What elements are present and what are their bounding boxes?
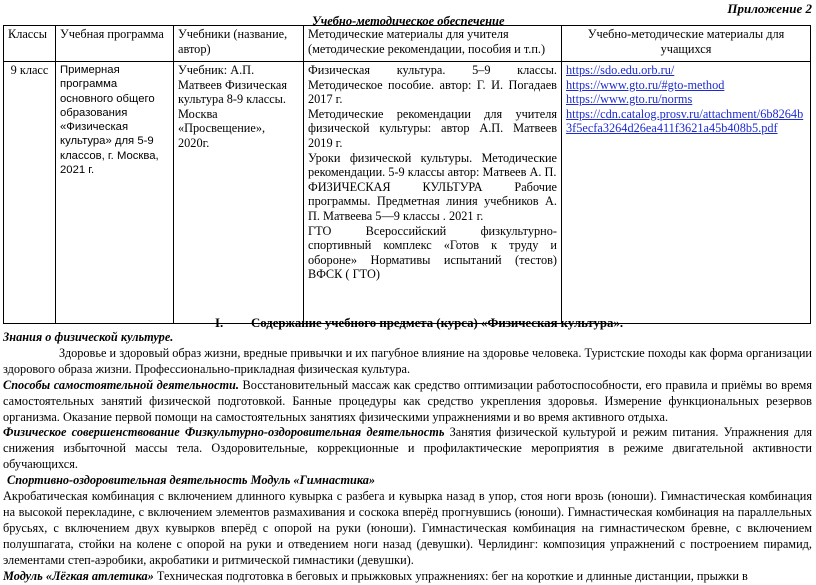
teacher-material-item: Методические рекомендации для учителя физической культуры: автор А.П. Матвеев 2019 г. xyxy=(308,106,557,150)
header-classes: Классы xyxy=(4,26,56,62)
athletics-text: Техническая подготовка в беговых и прыжковых упражнениях: бег на короткие и длинные дистанции, прыжки в xyxy=(153,568,748,583)
improvement-text: Занятия физической культурой и режим питания. Упражнения для снижения избыточной массы тела. Оздоровительные, коррекционные и профилактические мероприятия в режиме двигательной активности обучающихся. xyxy=(3,425,813,472)
header-program: Учебная программа xyxy=(56,26,174,62)
knowledge-heading: Знания о физической культуре. xyxy=(3,330,174,344)
improvement-heading: Физическое совершенствование Физкультурно-оздоровительная деятельность xyxy=(3,425,445,440)
table-header-row xyxy=(4,26,811,62)
resource-link[interactable]: https://www.gto.ru/#gto-method xyxy=(566,77,725,92)
teacher-material-item: Уроки физической культуры. Методические рекомендации. 5-9 классы автор: Матвеев А. П. xyxy=(308,150,557,180)
header-student-materials: Учебно-методические материалы для учащихся xyxy=(562,26,811,62)
athletics-paragraph xyxy=(3,569,812,585)
section-number: I. xyxy=(215,316,224,330)
appendix-label: Приложение 2 xyxy=(727,1,812,16)
content-body xyxy=(3,330,812,585)
resource-link[interactable]: https://www.gto.ru/norms xyxy=(566,92,693,107)
improvement-paragraph xyxy=(3,425,812,473)
resource-link[interactable]: https://sdo.edu.orb.ru/ xyxy=(566,63,675,77)
methods-paragraph xyxy=(3,378,812,426)
athletics-heading: Модуль «Лёгкая атлетика» xyxy=(3,568,154,583)
teacher-material-item: Физическая культура. 5–9 классы. Методическое пособие. автор: Г. И. Погадаев 2017 г. xyxy=(308,63,557,107)
gymnastics-heading: Спортивно-оздоровительная деятельность Модуль «Гимнастика» xyxy=(7,473,376,488)
table-row xyxy=(4,62,811,324)
resource-link[interactable]: https://cdn.catalog.prosv.ru/attachment/6b8264b3f5ecfa3264d26ea411f3621a45b408b5.pdf xyxy=(566,106,804,136)
knowledge-paragraph: Здоровье и здоровый образ жизни, вредные привычки и их пагубное влияние на здоровье человека. Туристские походы как форма организации здорового образа жизни. Профессионально-прикладная физическая культура. xyxy=(3,345,812,376)
cell-textbook: Учебник: А.П. Матвеев Физическая культура 8-9 классы. Москва «Просвещение», 2020г. xyxy=(174,62,304,324)
header-textbooks: Учебники (название, автор) xyxy=(174,26,304,62)
cell-class: 9 класс xyxy=(4,62,56,324)
section-title: Содержание учебного предмета (курса) «Физическая культура». xyxy=(251,316,624,330)
teacher-material-item: ФИЗИЧЕСКАЯ КУЛЬТУРА Рабочие программы. Предметная линия учебников А. П. Матвеева 5—9 классы . 2021 г. xyxy=(308,179,557,223)
header-teacher-materials: Методические материалы для учителя (методические рекомендации, пособия и т.п.) xyxy=(304,26,562,62)
cell-student-materials xyxy=(562,62,811,324)
gymnastics-paragraph: Акробатическая комбинация с включением длинного кувырка с разбега и кувырка назад в упор, стоя ноги врозь (юноши). Гимнастическая комбинация на высокой перекладине, с включением элементов размахивания и соскока вперёд прогнувшись (юноши). Гимнастическая комбинация на параллельных брусьях, с включением двух кувырков вперёд с опорой на руки (юноши). Гимнастическая комбинация на гимнастическом бревне, с включением полушпагата, стойки на колене с опорой на руки и отведением ноги назад (девушки). Черлидинг: композиция упражнений с построением пирамид, элементами степ-аэробики, акробатики и ритмической гимнастики (девушки). xyxy=(3,489,812,567)
methods-text: Восстановительный массаж как средство оптимизации работоспособности, его правила и приёмы во время самостоятельных занятий физической подготовкой. Банные процедуры как средство укрепления здоровья. Измерение функциональных резервов организма. Оказание первой помощи на самостоятельных занятиях физическими упражнениями и во время активного отдыха. xyxy=(3,377,812,424)
section-heading xyxy=(215,316,623,331)
teacher-material-item: ГТО Всероссийский физкультурно-спортивный комплекс «Готов к труду и обороне» Нормативы испытаний (тестов) ВФСК ( ГТО) xyxy=(308,223,557,282)
methodical-support-table xyxy=(3,25,811,324)
cell-teacher-materials xyxy=(304,62,562,324)
methods-heading: Способы самостоятельной деятельности. xyxy=(3,377,239,392)
cell-program: Примерная программа основного общего образования «Физическая культура» для 5-9 классов, г. Москва, 2021 г. xyxy=(56,62,174,324)
table-caption: Учебно-методическое обеспечение xyxy=(312,14,505,28)
